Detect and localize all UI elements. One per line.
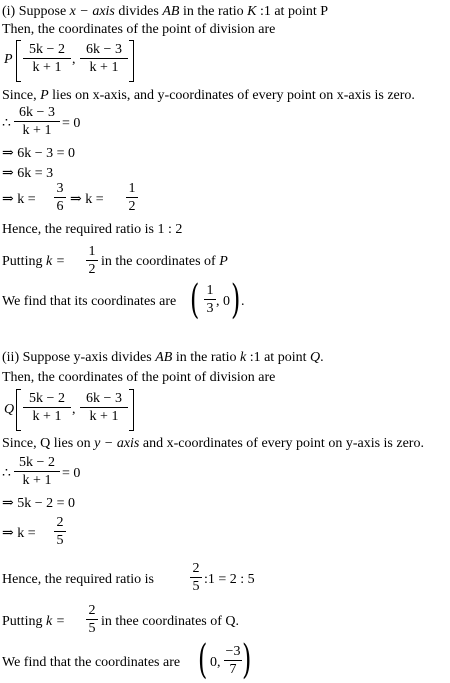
numerator: 2 (192, 561, 200, 576)
numerator: 6k − 3 (86, 42, 122, 57)
numerator: 5k − 2 (19, 455, 55, 470)
part2-putting-suffix: in thee coordinates of Q. (101, 614, 240, 629)
fraction-bar (190, 577, 202, 578)
text: x − axis (69, 4, 115, 19)
text: . (320, 350, 324, 365)
text: P (40, 88, 49, 103)
part1-find-line: We find that its coordinates are (2, 294, 177, 309)
text: :1 at point P (256, 4, 329, 19)
fraction-bar (80, 407, 128, 408)
numerator: 6k − 3 (19, 105, 55, 120)
left-bracket (16, 389, 21, 431)
numerator: 6k − 3 (86, 391, 122, 406)
denominator: 6 (56, 199, 64, 214)
fraction-bar (86, 619, 98, 620)
text: K (247, 4, 257, 19)
part1-since-line (2, 88, 415, 104)
part2-hence-prefix: Hence, the required ratio is (2, 572, 154, 587)
denominator: k + 1 (22, 473, 52, 488)
text: y − axis (94, 436, 140, 451)
numerator: 1 (88, 244, 96, 259)
fraction-bar (23, 407, 71, 408)
part1-intro-line (2, 4, 328, 20)
numerator: 1 (206, 283, 214, 298)
text: in the ratio (172, 350, 240, 365)
text: lies on x-axis, and y-coordinates of every point on x-axis is zero. (48, 88, 415, 103)
comma: , (72, 52, 76, 67)
fraction-bar (86, 260, 98, 261)
numerator: 5k − 2 (29, 42, 65, 57)
fraction-bar (14, 471, 60, 472)
text: P (219, 254, 228, 269)
text: in the coordinates of (101, 254, 220, 269)
eq2-line: ⇒ 6k − 3 = 0 (2, 146, 76, 161)
part1-putting-suffix (101, 254, 228, 270)
p-x-fraction (23, 43, 71, 75)
part2-eq3-prefix: ⇒ k = (2, 526, 36, 541)
text: AB (162, 4, 180, 19)
numerator: −3 (225, 644, 241, 659)
text: k = (45, 254, 66, 269)
text: AB (155, 350, 173, 365)
text: in the ratio (179, 4, 248, 19)
part2-eq3-fraction (54, 516, 66, 548)
part2-eq1-fraction (14, 456, 60, 488)
eq4-middle: ⇒ k = (70, 192, 104, 207)
eq3-line: ⇒ 6k = 3 (2, 166, 54, 181)
numerator: 2 (56, 515, 64, 530)
denominator: k + 1 (89, 409, 119, 424)
text: k = (45, 614, 66, 629)
text: k (239, 350, 247, 365)
eq4-prefix: ⇒ k = (2, 192, 36, 207)
part1-hence-line: Hence, the required ratio is 1 : 2 (2, 222, 183, 237)
denominator: 3 (206, 301, 214, 316)
fraction-bar (14, 121, 60, 122)
fraction-bar (80, 58, 128, 59)
text: (ii) Suppose y-axis divides (2, 350, 156, 365)
numerator: 5k − 2 (29, 391, 65, 406)
part2-since-line (2, 436, 424, 452)
text: (i) Suppose (2, 4, 70, 19)
part1-then-line: Then, the coordinates of the point of division are (2, 22, 276, 37)
left-bracket (16, 40, 21, 82)
denominator: 7 (229, 662, 237, 677)
denominator: k + 1 (32, 60, 62, 75)
text: and x-coordinates of every point on y-axis is zero. (139, 436, 424, 451)
part2-coord-fraction (224, 645, 242, 677)
eq1-rhs: = 0 (62, 116, 81, 131)
point-p-label: P (4, 52, 13, 67)
eq1-fraction (14, 106, 60, 138)
part2-eq1-rhs: = 0 (62, 466, 81, 481)
right-bracket (129, 40, 134, 82)
denominator: 5 (56, 533, 64, 548)
text: Putting (2, 614, 46, 629)
fraction-bar (54, 197, 66, 198)
fraction-bar (126, 197, 138, 198)
q-y-fraction (80, 392, 128, 424)
part2-putting-fraction (86, 604, 98, 636)
p-y-fraction (80, 43, 128, 75)
left-paren: ( (198, 637, 208, 683)
text: Since, Q lies on (2, 436, 95, 451)
text: Since, (2, 88, 41, 103)
therefore-symbol: ∴ (2, 466, 11, 481)
part2-coord-first: 0, (210, 655, 221, 670)
fraction-bar (204, 299, 216, 300)
denominator: k + 1 (32, 409, 62, 424)
part2-hence-fraction (190, 562, 202, 594)
denominator: 2 (128, 199, 136, 214)
eq4-fraction-1 (54, 182, 66, 214)
part2-intro-line (2, 350, 324, 366)
numerator: 3 (56, 181, 64, 196)
part1-putting-prefix (2, 254, 65, 270)
denominator: k + 1 (22, 123, 52, 138)
left-paren: ( (190, 277, 200, 323)
therefore-symbol: ∴ (2, 116, 11, 131)
denominator: 5 (88, 621, 96, 636)
part2-hence-suffix: :1 = 2 : 5 (204, 572, 255, 587)
fraction-bar (54, 531, 66, 532)
part2-eq2-line: ⇒ 5k − 2 = 0 (2, 496, 76, 511)
numerator: 1 (128, 181, 136, 196)
eq4-fraction-2 (126, 182, 138, 214)
right-bracket (129, 389, 134, 431)
part1-coord-end: . (241, 294, 245, 309)
denominator: 2 (88, 262, 96, 277)
part2-then-line: Then, the coordinates of the point of division are (2, 370, 276, 385)
fraction-bar (23, 58, 71, 59)
text: divides (114, 4, 163, 19)
right-paren: ) (231, 277, 241, 323)
numerator: 2 (88, 603, 96, 618)
part1-coord-rest: , 0 (216, 294, 230, 309)
fraction-bar (224, 660, 242, 661)
denominator: k + 1 (89, 60, 119, 75)
text: :1 at point (246, 350, 310, 365)
denominator: 5 (192, 579, 200, 594)
comma: , (72, 402, 76, 417)
part2-find-line: We find that the coordinates are (2, 655, 181, 670)
right-paren: ) (242, 637, 252, 683)
point-q-label: Q (4, 402, 15, 417)
part1-putting-fraction (86, 245, 98, 277)
part2-putting-prefix (2, 614, 65, 630)
part1-coord-fraction (204, 284, 216, 316)
text: Putting (2, 254, 46, 269)
text: Q (309, 350, 321, 365)
q-x-fraction (23, 392, 71, 424)
